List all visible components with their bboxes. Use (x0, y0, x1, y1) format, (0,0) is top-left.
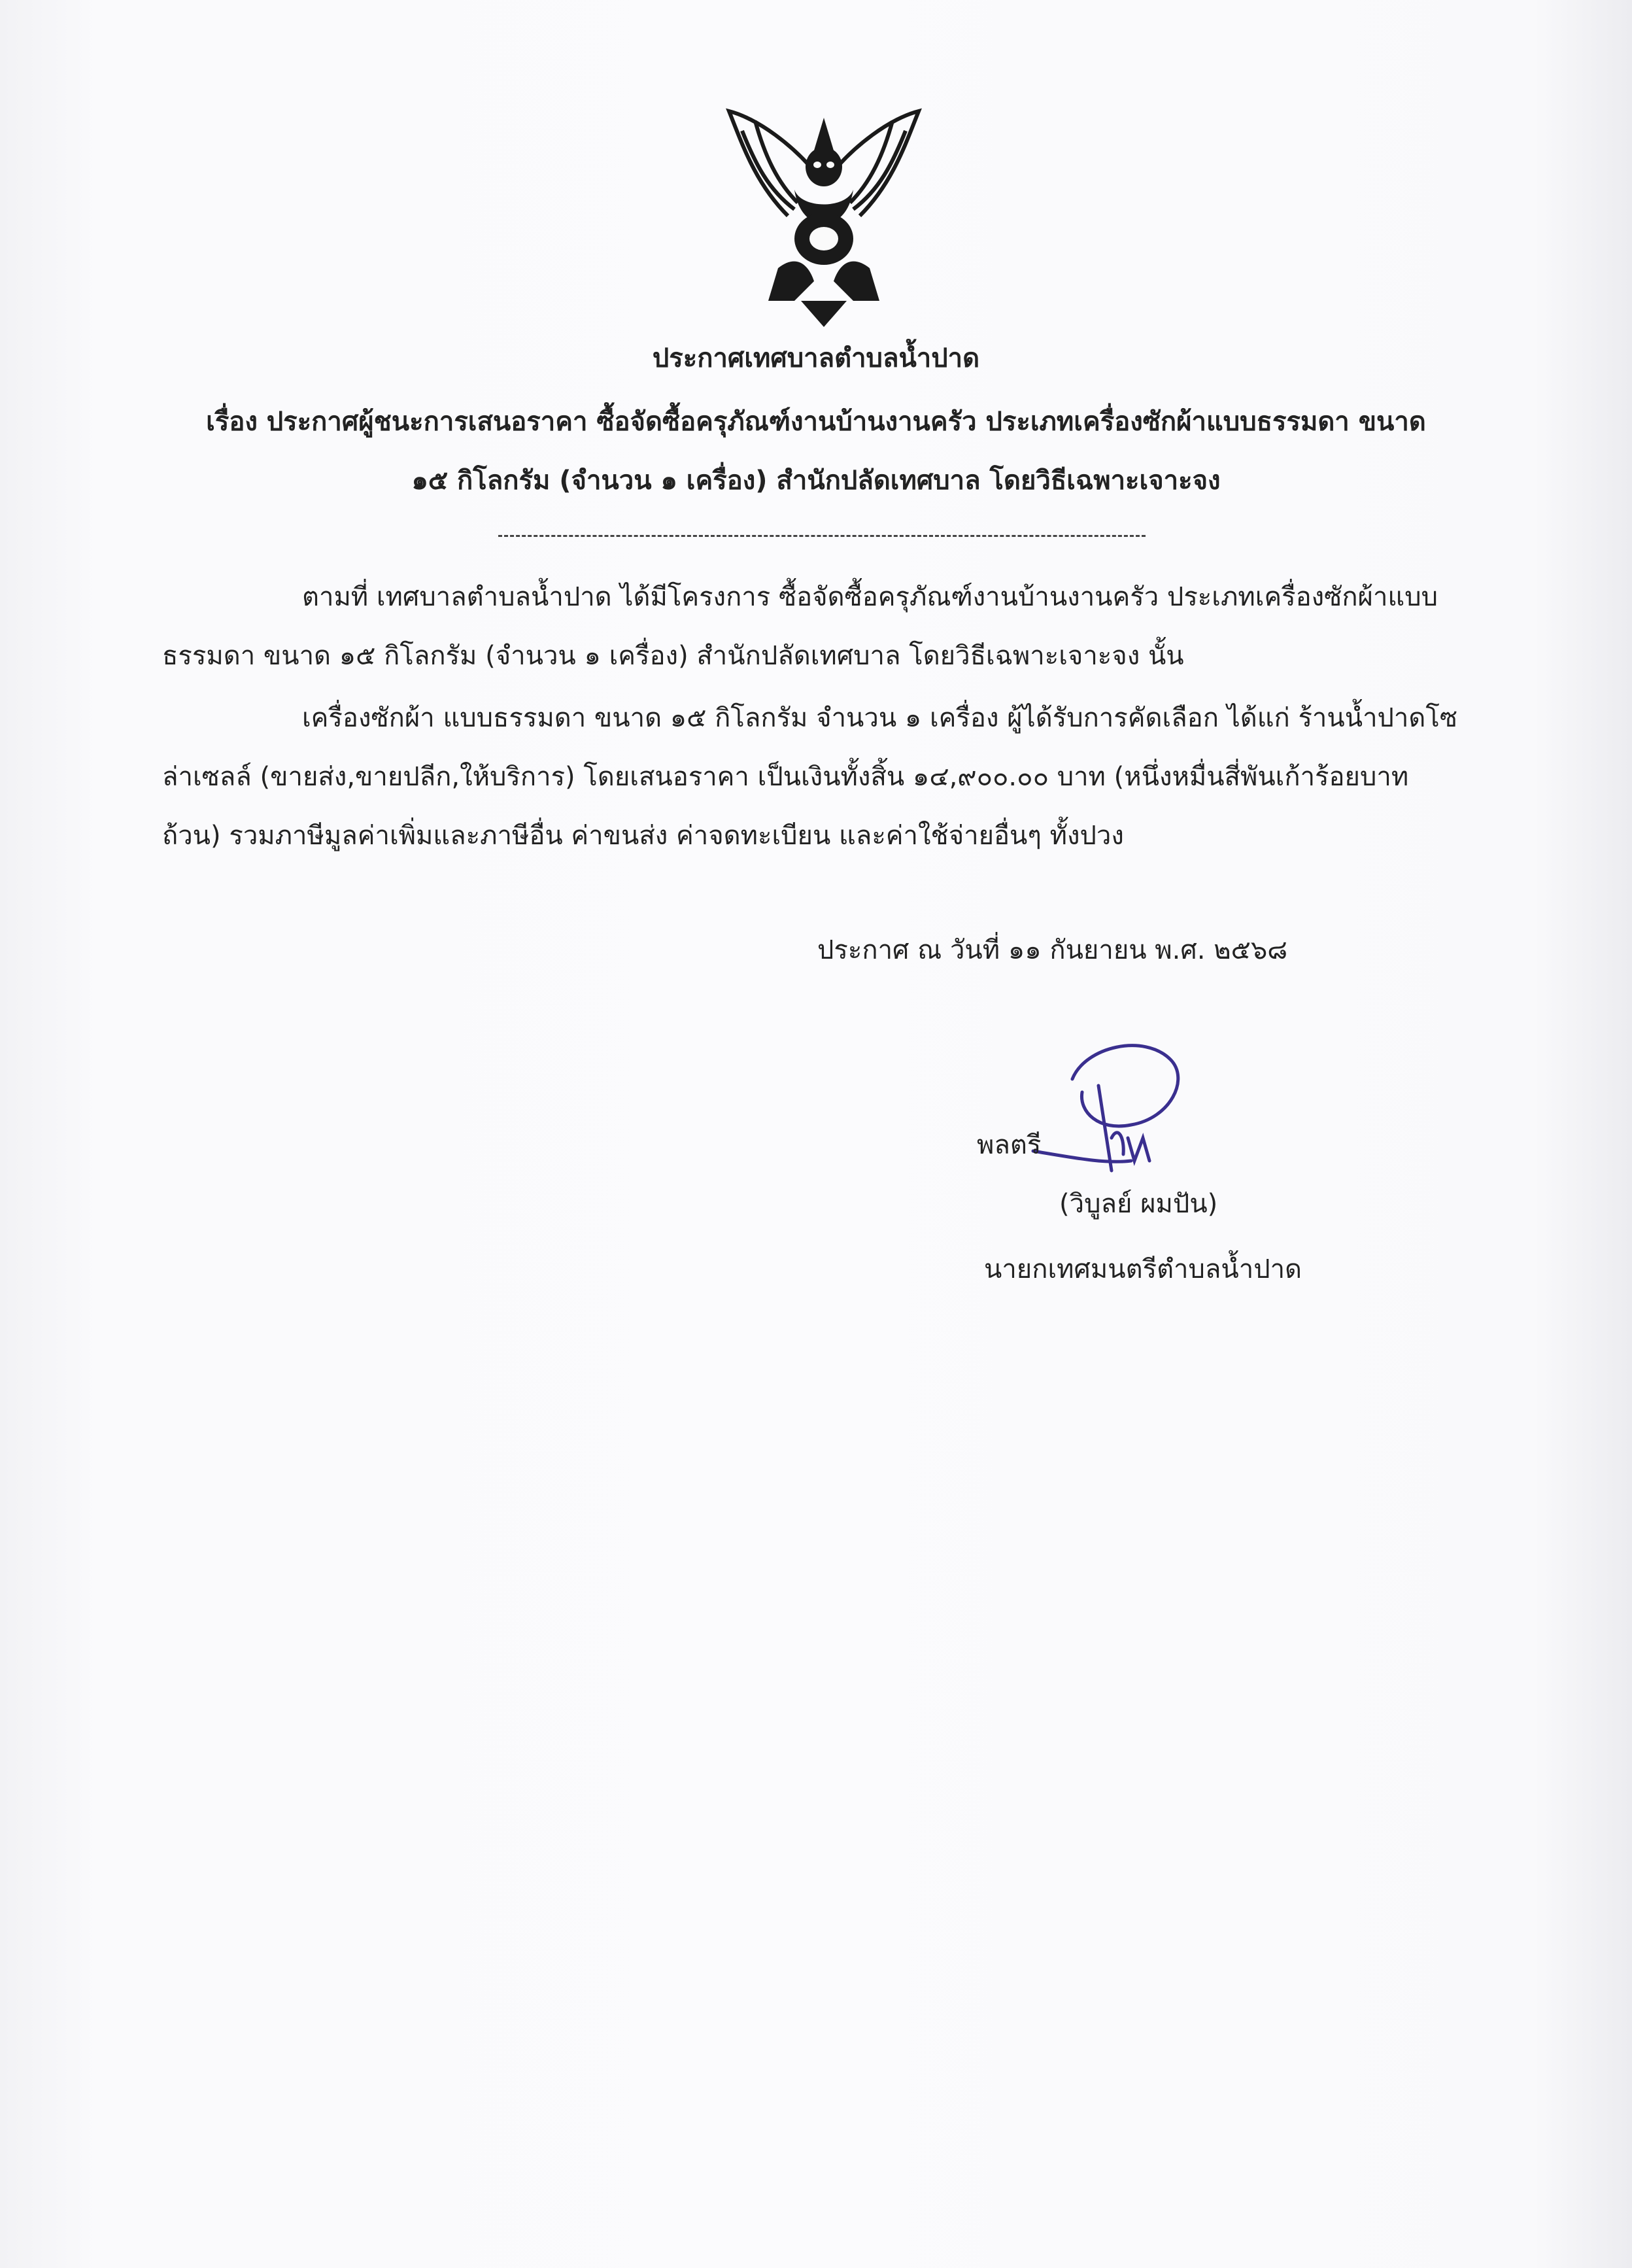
paragraph-1-line-2: ธรรมดา ขนาด ๑๕ กิโลกรัม (จำนวน ๑ เครื่อง) สำนักปลัดเทศบาล โดยวิธีเฉพาะเจาะจง นั้น (162, 641, 1184, 671)
paragraph-2-line-1: เครื่องซักผ้า แบบธรรมดา ขนาด ๑๕ กิโลกรัม จำนวน ๑ เครื่อง ผู้ได้รับการคัดเลือก ได้แก่ ร้านน้ำปาดโซ (302, 703, 1457, 733)
announce-date: ประกาศ ณ วันที่ ๑๑ กันยายน พ.ศ. ๒๕๖๘ (817, 935, 1288, 965)
paragraph-1-line-1: ตามที่ เทศบาลตำบลน้ำปาด ได้มีโครงการ ซื้อจัดซื้อครุภัณฑ์งานบ้านงานครัว ประเภทเครื่องซักผ้าแบบ (302, 582, 1438, 612)
signatory-name: (วิบูลย์ ผมปัน) (1059, 1189, 1218, 1219)
signatory-rank: พลตรี (977, 1130, 1042, 1160)
signatory-position: นายกเทศมนตรีตำบลน้ำปาด (984, 1254, 1302, 1284)
subject-line-2: ๑๕ กิโลกรัม (จำนวน ๑ เครื่อง) สำนักปลัดเทศบาล โดยวิธีเฉพาะเจาะจง (411, 466, 1221, 496)
garuda-emblem-icon (716, 105, 932, 334)
signature-mark (1020, 1040, 1190, 1184)
paragraph-2-line-2: ล่าเซลล์ (ขายส่ง,ขายปลีก,ให้บริการ) โดยเสนอราคา เป็นเงินทั้งสิ้น ๑๔,๙๐๐.๐๐ บาท (หนึ่งหมื่นสี่พันเก้าร้อยบาท (162, 762, 1409, 792)
paragraph-2-line-3: ถ้วน) รวมภาษีมูลค่าเพิ่มและภาษีอื่น ค่าขนส่ง ค่าจดทะเบียน และค่าใช้จ่ายอื่นๆ ทั้งปวง (162, 821, 1124, 851)
dashed-divider (498, 535, 1146, 537)
page-title: ประกาศเทศบาลตำบลน้ำปาด (652, 343, 980, 373)
subject-line-1: เรื่อง ประกาศผู้ชนะการเสนอราคา ซื้อจัดซื้อครุภัณฑ์งานบ้านงานครัว ประเภทเครื่องซักผ้าแบบธรรมดา ขนาด (206, 407, 1426, 437)
